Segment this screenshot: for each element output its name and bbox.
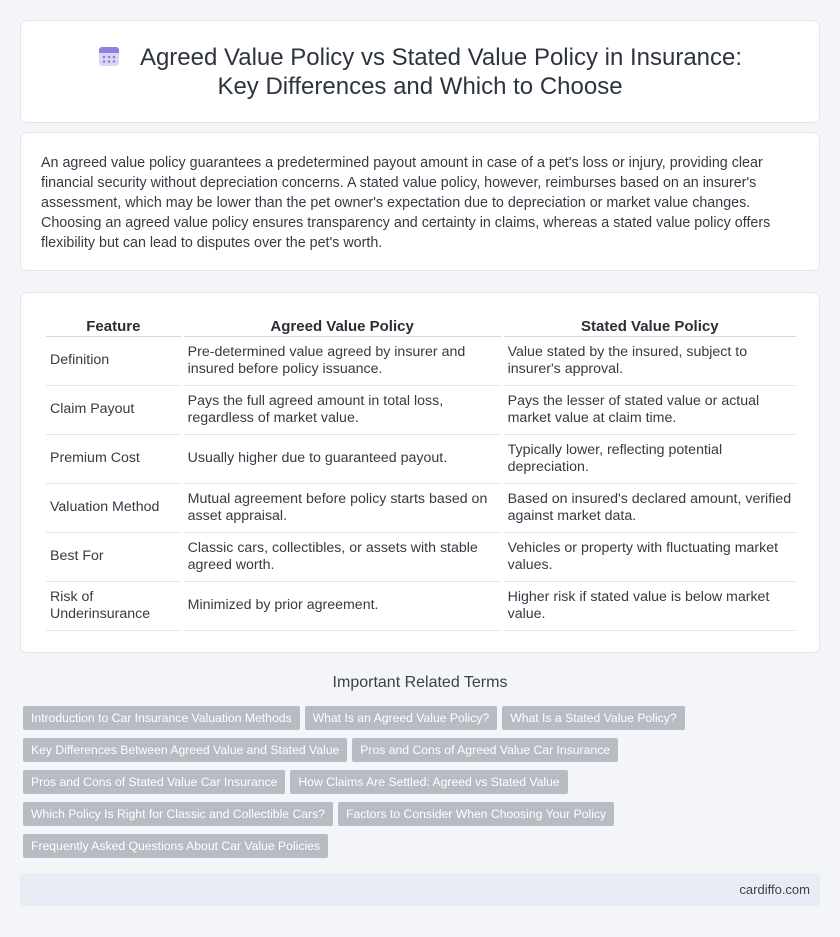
related-term-tag[interactable]: What Is an Agreed Value Policy?	[305, 706, 498, 730]
table-row	[46, 337, 796, 386]
tag-row	[23, 770, 823, 802]
related-term-tag[interactable]: Key Differences Between Agreed Value and Stated Value	[23, 738, 347, 762]
title-card	[20, 20, 820, 123]
feature-cell: Claim Payout	[46, 386, 181, 435]
related-term-tag[interactable]: Which Policy Is Right for Classic and Collectible Cars?	[23, 802, 333, 826]
feature-cell: Valuation Method	[46, 484, 181, 533]
related-term-tag[interactable]: What Is a Stated Value Policy?	[502, 706, 684, 730]
feature-cell: Risk of Underinsurance	[46, 582, 181, 631]
comparison-card	[20, 292, 820, 653]
tag-row	[23, 706, 823, 738]
page-title: Agreed Value Policy vs Stated Value Policy in Insurance: Key Differences and Which to Choose	[139, 44, 743, 100]
header-stated-value: Stated Value Policy	[504, 315, 796, 337]
agreed-cell: Mutual agreement before policy starts based on asset appraisal.	[184, 484, 501, 533]
stated-cell: Higher risk if stated value is below market value.	[504, 582, 796, 631]
feature-cell: Definition	[46, 337, 181, 386]
stated-cell: Value stated by the insured, subject to insurer's approval.	[504, 337, 796, 386]
table-header-row	[46, 315, 796, 337]
intro-card	[20, 132, 820, 271]
tag-row	[23, 834, 823, 866]
stated-cell: Vehicles or property with fluctuating market values.	[504, 533, 796, 582]
stated-cell: Based on insured's declared amount, verified against market data.	[504, 484, 796, 533]
stated-cell: Typically lower, reflecting potential depreciation.	[504, 435, 796, 484]
table-row	[46, 435, 796, 484]
intro-paragraph: An agreed value policy guarantees a predetermined payout amount in case of a pet's loss or injury, providing clear financial security without depreciation concerns. A stated value policy, however, reimburses based on an insurer's assessment, which may be lower than the pet owner's expectation due to depreciation or market value changes. Choosing an agreed value policy ensures transparency and certainty in claims, whereas a stated value policy offers flexibility but can lead to disputes over the pet's worth.	[41, 155, 771, 251]
header-agreed-value: Agreed Value Policy	[184, 315, 501, 337]
table-row	[46, 582, 796, 631]
agreed-cell: Pays the full agreed amount in total loss, regardless of market value.	[184, 386, 501, 435]
related-terms-list	[23, 706, 823, 866]
page-title-wrap	[21, 43, 819, 101]
table-row	[46, 533, 796, 582]
agreed-cell: Minimized by prior agreement.	[184, 582, 501, 631]
footer-site-link[interactable]: cardiffo.com	[739, 882, 810, 897]
footer-bar	[20, 873, 820, 906]
feature-cell: Premium Cost	[46, 435, 181, 484]
agreed-cell: Usually higher due to guaranteed payout.	[184, 435, 501, 484]
related-term-tag[interactable]: Frequently Asked Questions About Car Value Policies	[23, 834, 328, 858]
related-terms-heading: Important Related Terms	[332, 674, 508, 691]
agreed-cell: Classic cars, collectibles, or assets with stable agreed worth.	[184, 533, 501, 582]
tag-row	[23, 738, 823, 770]
header-feature: Feature	[46, 315, 181, 337]
tag-row	[23, 802, 823, 834]
related-term-tag[interactable]: How Claims Are Settled: Agreed vs Stated Value	[290, 770, 567, 794]
table-row	[46, 386, 796, 435]
calendar-icon	[98, 45, 120, 67]
related-term-tag[interactable]: Introduction to Car Insurance Valuation Methods	[23, 706, 300, 730]
comparison-table	[43, 315, 799, 631]
related-term-tag[interactable]: Factors to Consider When Choosing Your Policy	[338, 802, 614, 826]
related-term-tag[interactable]: Pros and Cons of Stated Value Car Insurance	[23, 770, 285, 794]
related-term-tag[interactable]: Pros and Cons of Agreed Value Car Insurance	[352, 738, 618, 762]
agreed-cell: Pre-determined value agreed by insurer and insured before policy issuance.	[184, 337, 501, 386]
stated-cell: Pays the lesser of stated value or actual market value at claim time.	[504, 386, 796, 435]
table-row	[46, 484, 796, 533]
feature-cell: Best For	[46, 533, 181, 582]
